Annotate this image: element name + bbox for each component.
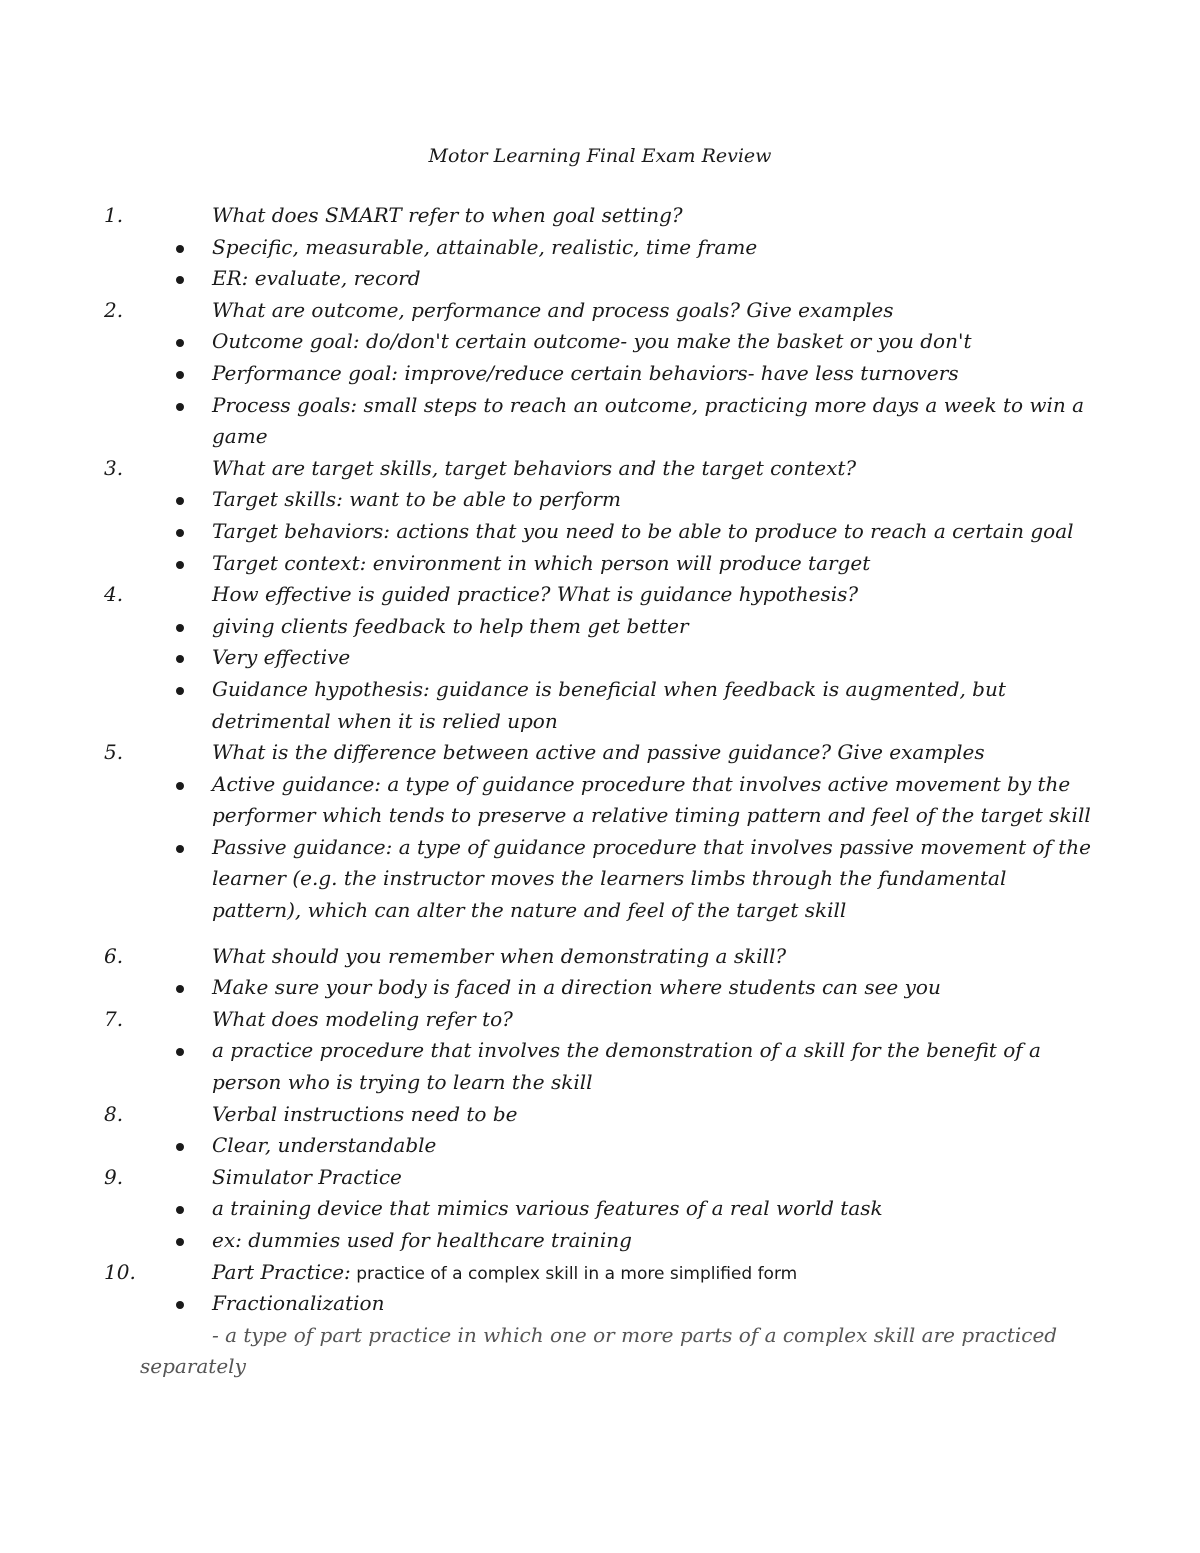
bullet-text: Outcome goal: do/don't certain outcome- you make the basket or you don't — [212, 329, 972, 354]
bullet-icon — [176, 561, 184, 569]
sub-definition — [0, 1320, 1200, 1352]
question-list — [0, 200, 1200, 1383]
bullet-item — [0, 674, 1200, 706]
bullet-text: pattern), which can alter the nature and feel of the target skill — [212, 898, 847, 923]
bullet-text: Make sure your body is faced in a direction where students can see you — [212, 975, 941, 1000]
bullet-icon — [176, 1143, 184, 1151]
bullet-item — [0, 1035, 1200, 1067]
bullet-text: Target behaviors: actions that you need to be able to produce to reach a certain goal — [212, 518, 1074, 543]
question-number: 4. — [104, 582, 124, 607]
bullet-text: ER: evaluate, record — [212, 266, 421, 291]
question-line — [0, 737, 1200, 769]
bullet-item — [0, 232, 1200, 264]
question-line — [0, 1162, 1200, 1194]
bullet-text: detrimental when it is relied upon — [212, 708, 558, 733]
sub-definition-continuation — [0, 1351, 1200, 1383]
question-definition: practice of a complex skill in a more simplified form — [350, 1263, 798, 1284]
question-line — [0, 1257, 1200, 1289]
question-number: 3. — [104, 455, 124, 480]
question-line — [0, 1004, 1200, 1036]
bullet-item — [0, 1193, 1200, 1225]
bullet-text: Target skills: want to be able to perform — [212, 487, 621, 512]
bullet-item — [0, 390, 1200, 422]
bullet-item — [0, 263, 1200, 295]
question-text: What does SMART refer to when goal setting? — [212, 203, 683, 227]
bullet-text: Performance goal: improve/reduce certain behaviors- have less turnovers — [212, 360, 959, 385]
bullet-icon — [176, 1048, 184, 1056]
bullet-item — [0, 611, 1200, 643]
bullet-icon — [176, 655, 184, 663]
bullet-text: learner (e.g. the instructor moves the learners limbs through the fundamental — [212, 866, 1007, 891]
bullet-text: Active guidance: a type of guidance procedure that involves active movement by the — [212, 771, 1071, 796]
bullet-icon — [176, 497, 184, 505]
bullet-item — [0, 1225, 1200, 1257]
bullet-item — [0, 972, 1200, 1004]
bullet-item — [0, 1130, 1200, 1162]
bullet-icon — [176, 1301, 184, 1309]
bullet-continuation — [0, 800, 1200, 832]
question-number: 9. — [104, 1164, 124, 1189]
question-number: 2. — [104, 297, 124, 322]
spacer — [0, 927, 1200, 941]
bullet-text: Specific, measurable, attainable, realistic, time frame — [212, 234, 758, 259]
question-line — [0, 295, 1200, 327]
bullet-continuation — [0, 1067, 1200, 1099]
bullet-item — [0, 484, 1200, 516]
bullet-icon — [176, 339, 184, 347]
question-number: 8. — [104, 1101, 124, 1126]
document-title: Motor Learning Final Exam Review — [428, 145, 772, 167]
bullet-icon — [176, 1206, 184, 1214]
question-line — [0, 200, 1200, 232]
question-number: 5. — [104, 740, 124, 765]
bullet-text: a training device that mimics various features of a real world task — [212, 1196, 883, 1221]
bullet-continuation — [0, 421, 1200, 453]
question-text: What are outcome, performance and process goals? Give examples — [212, 297, 894, 322]
bullet-icon — [176, 403, 184, 411]
bullet-text: Fractionalization — [212, 1291, 385, 1316]
bullet-item — [0, 326, 1200, 358]
bullet-item — [0, 769, 1200, 801]
question-number: 7. — [104, 1006, 124, 1031]
bullet-text: Passive guidance: a type of guidance procedure that involves passive movement of the — [212, 834, 1092, 859]
question-text: What are target skills, target behaviors and the target context? — [212, 455, 857, 480]
bullet-item — [0, 1288, 1200, 1320]
question-number: 6. — [104, 943, 124, 968]
question-line — [0, 579, 1200, 611]
bullet-icon — [176, 985, 184, 993]
bullet-icon — [176, 529, 184, 537]
bullet-item — [0, 358, 1200, 390]
bullet-text: game — [212, 424, 268, 449]
question-text — [212, 1257, 797, 1291]
question-text: What should you remember when demonstrating a skill? — [212, 943, 787, 968]
bullet-text: performer which tends to preserve a relative timing pattern and feel of the target skill — [212, 803, 1091, 828]
bullet-continuation — [0, 863, 1200, 895]
question-line — [0, 941, 1200, 973]
sub-definition-text: separately — [140, 1354, 246, 1379]
bullet-text: Target context: environment in which person will produce target — [212, 550, 871, 575]
bullet-text: Very effective — [212, 645, 351, 670]
question-text: Verbal instructions need to be — [212, 1101, 518, 1126]
question-text: How effective is guided practice? What is guidance hypothesis? — [212, 582, 859, 607]
question-text: What does modeling refer to? — [212, 1006, 513, 1031]
bullet-text: person who is trying to learn the skill — [212, 1070, 593, 1095]
bullet-icon — [176, 624, 184, 632]
bullet-icon — [176, 782, 184, 790]
question-line — [0, 453, 1200, 485]
bullet-text: Clear, understandable — [212, 1133, 437, 1158]
bullet-item — [0, 832, 1200, 864]
bullet-icon — [176, 687, 184, 695]
bullet-item — [0, 642, 1200, 674]
bullet-text: giving clients feedback to help them get better — [212, 613, 689, 638]
sub-definition-text: - a type of part practice in which one or more parts of a complex skill are practiced — [212, 1322, 1058, 1347]
bullet-icon — [176, 1238, 184, 1246]
question-text: What is the difference between active and passive guidance? Give examples — [212, 740, 985, 765]
question-line — [0, 1099, 1200, 1131]
bullet-icon — [176, 276, 184, 284]
bullet-text: Guidance hypothesis: guidance is beneficial when feedback is augmented, but — [212, 676, 1006, 701]
bullet-item — [0, 516, 1200, 548]
bullet-item — [0, 548, 1200, 580]
bullet-icon — [176, 245, 184, 253]
bullet-text: Process goals: small steps to reach an outcome, practicing more days a week to win a — [212, 392, 1085, 417]
bullet-text: ex: dummies used for healthcare training — [212, 1228, 632, 1252]
bullet-icon — [176, 845, 184, 853]
question-number: 10. — [104, 1259, 136, 1284]
question-number: 1. — [104, 203, 124, 227]
bullet-continuation — [0, 895, 1200, 927]
question-text: Simulator Practice — [212, 1164, 402, 1189]
question-label: Part Practice: — [212, 1259, 351, 1284]
bullet-text: a practice procedure that involves the demonstration of a skill for the benefit of a — [212, 1038, 1041, 1063]
bullet-continuation — [0, 706, 1200, 738]
bullet-icon — [176, 371, 184, 379]
